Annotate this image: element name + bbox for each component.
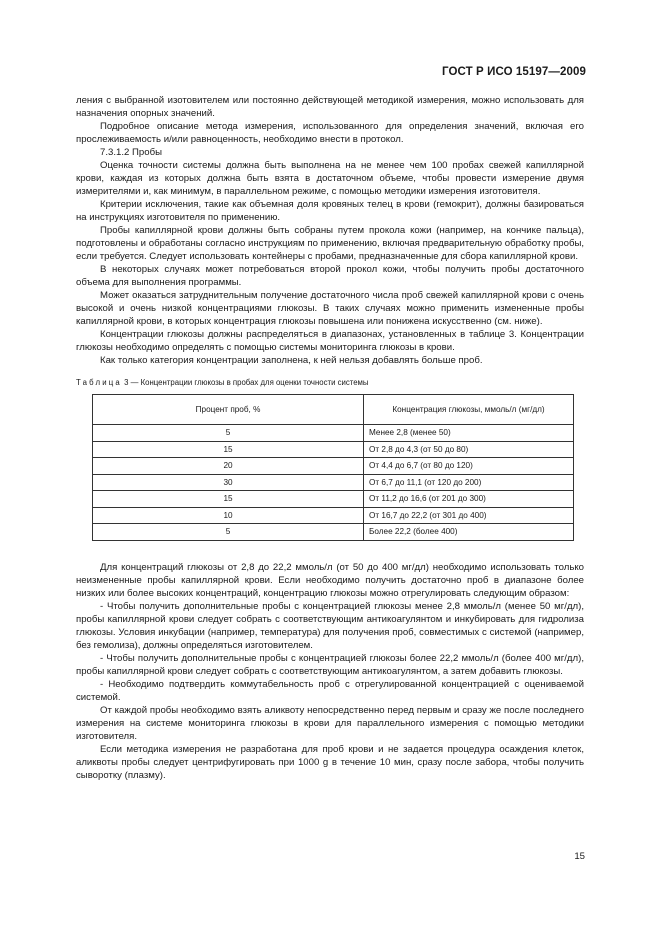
table-row	[93, 491, 574, 508]
table-caption	[76, 378, 584, 388]
table-row	[93, 441, 574, 458]
document-header: ГОСТ Р ИСО 15197—2009	[441, 66, 586, 78]
cell-percent: 5	[93, 524, 364, 541]
table-row	[93, 524, 574, 541]
paragraph: Оценка точности системы должна быть выполнена на не менее чем 100 пробах свежей капиллярной крови, каждая из которых должна быть взята в достаточном объеме, чтобы провести измерение двумя измерителями и, как минимум, в параллельном режиме, с помощью методики измерения изготовителя.	[76, 160, 584, 197]
table-caption-text: 3 — Концентрации глюкозы в пробах для оценки точности системы	[124, 378, 369, 387]
paragraph: Подробное описание метода измерения, использованного для определения значений, включая его прослеживаемость и/или равноценность, необходимо внести в протокол.	[76, 121, 584, 145]
paragraphs-top	[76, 94, 584, 367]
list-item: - Необходимо подтвердить коммутабельность проб с отрегулированной концентрацией с оцениваемой системой.	[76, 678, 584, 703]
glucose-concentration-table	[92, 394, 574, 541]
paragraph: В некоторых случаях может потребоваться второй прокол кожи, чтобы получить пробы достаточного объема для выполнения программы.	[76, 264, 584, 288]
table-row	[93, 507, 574, 524]
paragraph: Для концентраций глюкозы от 2,8 до 22,2 ммоль/л (от 50 до 400 мг/дл) необходимо использовать только неизмененные пробы капиллярной крови. Если необходимо получить достаточно проб в диапазоне более низких или более высоких концентраций, концентрацию глюкозы можно отрегулировать следующим образом:	[76, 561, 584, 599]
paragraph: ления с выбранной изотовителем или постоянно действующей методикой измерения, можно использовать для назначения опорных значений.	[76, 95, 584, 119]
section-heading: 7.3.1.2 Пробы	[100, 147, 162, 158]
paragraph: От каждой пробы необходимо взять аликвоту непосредственно перед первым и сразу же после последнего измерения на системе мониторинга глюкозы в крови для параллельного измерения с помощью методики изготовителя.	[76, 704, 584, 742]
cell-concentration: От 2,8 до 4,3 (от 50 до 80)	[364, 441, 574, 458]
column-header-percent: Процент проб, %	[93, 395, 364, 425]
table-header-row	[93, 395, 574, 425]
paragraphs-bottom	[76, 561, 584, 782]
paragraph: Как только категория концентрации заполнена, к ней нельзя добавлять больше проб.	[100, 355, 483, 366]
cell-concentration: От 11,2 до 16,6 (от 201 до 300)	[364, 491, 574, 508]
list-item: - Чтобы получить дополнительные пробы с концентрацией глюкозы менее 2,8 ммоль/л (менее 50 мг/дл), пробы капиллярной крови следует собрать с соответствующим антикоагулянтом и инкубировать для гидролиза глюкозы. Условия инкубации (например, температура) для получения проб, совместимых с системой (например, без гемолиза), должны определяться изготовителем.	[76, 600, 584, 651]
cell-percent: 15	[93, 491, 364, 508]
cell-concentration: Более 22,2 (более 400)	[364, 524, 574, 541]
paragraph: Концентрации глюкозы должны распределяться в диапазонах, установленных в таблице 3. Концентрации глюкозы необходимо определять с помощью системы мониторинга глюкозы в крови.	[76, 329, 584, 353]
cell-concentration: От 16,7 до 22,2 (от 301 до 400)	[364, 507, 574, 524]
table-row	[93, 425, 574, 442]
document-body	[76, 94, 584, 782]
cell-percent: 5	[93, 425, 364, 442]
cell-concentration: Менее 2,8 (менее 50)	[364, 425, 574, 442]
cell-percent: 10	[93, 507, 364, 524]
paragraph: Критерии исключения, такие как объемная доля кровяных телец в крови (гемокрит), должны базироваться на инструкциях изготовителя по применению.	[76, 199, 584, 223]
table-caption-label: Таблица	[76, 378, 122, 387]
cell-concentration: От 6,7 до 11,1 (от 120 до 200)	[364, 474, 574, 491]
table-row	[93, 474, 574, 491]
cell-percent: 15	[93, 441, 364, 458]
list-item: - Чтобы получить дополнительные пробы с концентрацией глюкозы более 22,2 ммоль/л (более 400 мг/дл), пробы капиллярной крови следует собрать с соответствующим антикоагулянтом, а затем добавить глюкозы.	[76, 652, 584, 677]
table-row	[93, 458, 574, 475]
page-number: 15	[574, 851, 585, 862]
cell-concentration: От 4,4 до 6,7 (от 80 до 120)	[364, 458, 574, 475]
paragraph: Может оказаться затруднительным получение достаточного числа проб свежей капиллярной крови с очень высокой и очень низкой концентрациями глюкозы. В таких случаях можно применить измененные пробы капиллярной крови, в которых концентрация глюкозы повышена или понижена искусственно (см. ниже).	[76, 290, 584, 327]
paragraph: Пробы капиллярной крови должны быть собраны путем прокола кожи (например, на кончике пальца), подготовлены и обработаны согласно инструкциям по применению, включая предварительную обработку пробы, если требуется. Следует использовать контейнеры с пробами, предназначенные для сбора капиллярной крови.	[76, 225, 584, 262]
cell-percent: 20	[93, 458, 364, 475]
column-header-concentration: Концентрация глюкозы, ммоль/л (мг/дл)	[364, 395, 574, 425]
paragraph: Если методика измерения не разработана для проб крови и не задается процедура осаждения клеток, аликвоты пробы следует центрифугировать при 1000 g в течение 10 мин, сразу после забора, чтобы получить сыворотку (плазму).	[76, 743, 584, 781]
cell-percent: 30	[93, 474, 364, 491]
